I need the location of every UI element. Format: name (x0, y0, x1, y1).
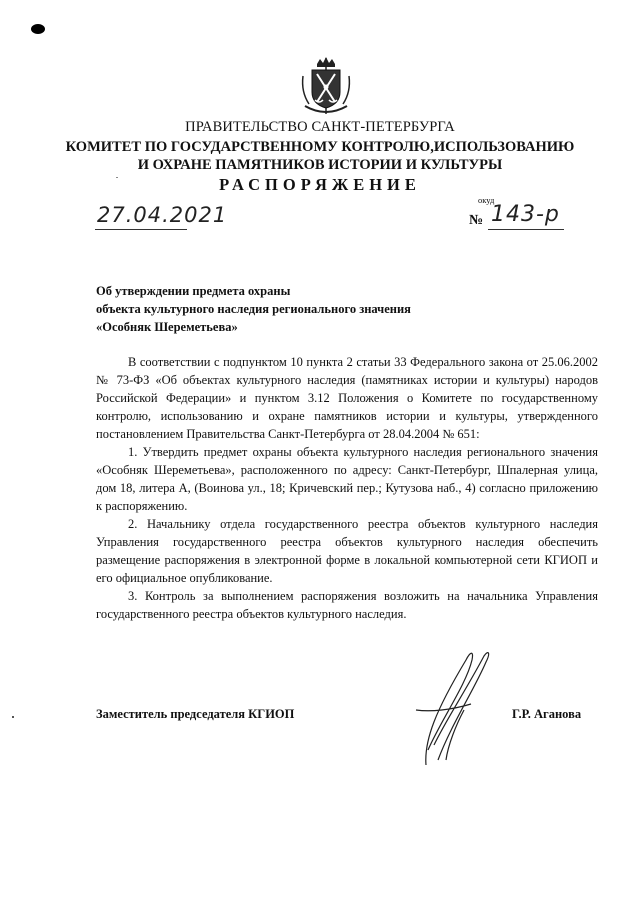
order-date: 27.04.2021 (97, 203, 228, 227)
coat-of-arms-icon (297, 56, 355, 118)
number-underline (488, 229, 564, 230)
subject-line-2: объекта культурного наследия регионального значения (96, 302, 411, 316)
signatory-role: Заместитель председателя КГИОП (96, 707, 295, 721)
order-body (96, 353, 598, 623)
signatory-name: Г.Р. Аганова (512, 707, 582, 721)
body-paragraph-3: 3. Контроль за выполнением распоряжения возложить на начальника Управления государственного реестра объектов культурного наследия. (96, 589, 598, 621)
document-type-title: РАСПОРЯЖЕНИЕ (219, 175, 421, 194)
order-number: 143-р (491, 202, 560, 227)
body-paragraph-preamble: В соответствии с подпунктом 10 пункта 2 статьи 33 Федерального закона от 25.06.2002 № 73-ФЗ «Об объектах культурного наследия (памятниках истории и культуры) народов Российской Федерации» и пунктом 3.12 Положения о Комитете по государственному контролю, использованию и охране памятников истории и культуры, утвержденного постановлением Правительства Санкт-Петербурга от 28.04.2004 № 651: (96, 355, 598, 441)
committee-line-1: КОМИТЕТ ПО ГОСУДАРСТВЕННОМУ КОНТРОЛЮ,ИСПОЛЬЗОВАНИЮ (65, 139, 575, 155)
date-underline (95, 229, 187, 230)
committee-title (0, 138, 640, 174)
order-subject (96, 282, 411, 336)
body-paragraph-1: 1. Утвердить предмет охраны объекта культурного наследия регионального значения «Особняк Шереметьева», расположенного по адресу: Санкт-Петербург, Шпалерная улица, дом 18, литера А, (Воинова ул., 18; Кричевский пер.; Кутузова наб., 4) согласно приложению к распоряжению. (96, 445, 598, 513)
government-title: ПРАВИТЕЛЬСТВО САНКТ-ПЕТЕРБУРГА (185, 119, 455, 135)
okud-label: окуд (478, 195, 495, 205)
committee-line-2: И ОХРАНЕ ПАМЯТНИКОВ ИСТОРИИ И КУЛЬТУРЫ (137, 157, 503, 173)
scan-speck (116, 177, 118, 178)
handwritten-signature (396, 640, 496, 770)
subject-line-3: «Особняк Шереметьева» (96, 320, 238, 334)
ink-blot (31, 24, 45, 34)
scan-speck (12, 716, 14, 718)
number-sign: № (469, 213, 484, 228)
subject-line-1: Об утверждении предмета охраны (96, 284, 291, 298)
body-paragraph-2: 2. Начальнику отдела государственного реестра объектов культурного наследия Управления государственного реестра объектов культурного наследия обеспечить размещение распоряжения в электронной форме в локальной компьютерной сети КГИОП и его официальное опубликование. (96, 517, 598, 585)
